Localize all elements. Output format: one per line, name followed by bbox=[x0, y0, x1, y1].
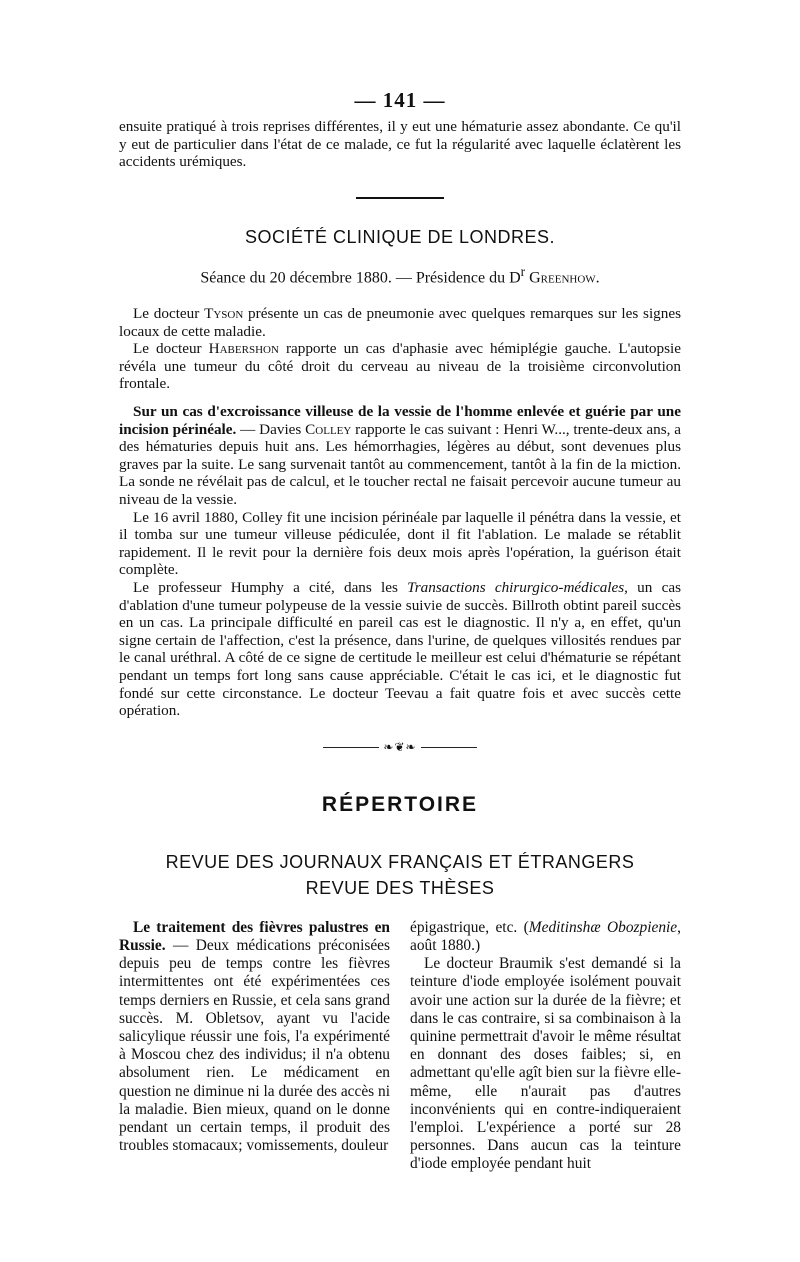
case1-text-a: Le docteur bbox=[133, 305, 205, 323]
article-text-a: — Davies bbox=[236, 420, 306, 438]
left-column bbox=[119, 919, 390, 1174]
seance-name: Greenhow. bbox=[529, 269, 600, 287]
article-title: Sur un cas d'excroissance villeuse de la vessie de l'homme enlevée et guérie par une incision périnéale. bbox=[119, 403, 681, 438]
ornament-divider bbox=[119, 740, 681, 755]
article-text-b: rapporte le cas suivant : Henri W..., trente-deux ans, a des hématuries depuis huit ans. Les hémorrhagies, légères au début, sont devenues plus graves par la suite. Le sang survenait tantôt au commencement, tantôt à la fin de la miction. La sonde ne révélait pas de calcul, et le toucher rectal ne faisait percevoir aucune tumeur au niveau de la vessie. bbox=[119, 420, 681, 509]
article3-journal: Transactions chirurgico-médicales bbox=[407, 579, 625, 597]
repertoire-title: RÉPERTOIRE bbox=[321, 792, 479, 816]
revue-line-1: REVUE DES JOURNAUX FRANÇAIS ET ÉTRANGERS bbox=[165, 851, 635, 872]
article-paragraph-2: Le 16 avril 1880, Colley fit une incision périnéale par laquelle il pénétra dans la vessie, et il tomba sur une tumeur villeuse pédiculée, dont il fit l'ablation. Le malade se rétablit rapidement. Il le revit pour la dernière fois deux mois après l'opération, la guérison était complète. bbox=[119, 508, 681, 579]
right-column-paragraph-2: Le docteur Braumik s'est demandé si la teinture d'iode employée isolément pouvait avoir une action sur la durée de la fièvre; et dans le cas contraire, si sa combinaison à la quinine permettrait d'avoir le même résultat en donnant des doses faibles; si, en admettant qu'elle agît bien sur la fièvre elle-même, elle n'aurait pas d'autres inconvénients qui en contre-indiqueraient l'emploi. L'expérience a porté sur 28 personnes. Dans aucun cas la teinture d'iode employée pendant huit bbox=[410, 955, 681, 1173]
seance-sup: r bbox=[520, 263, 526, 279]
case2-text-b: rapporte un cas d'aphasie avec hémiplégie gauche. L'autopsie révéla une tumeur du côté droit du cerveau au niveau de la troisième circonvolution frontale. bbox=[119, 340, 681, 393]
right-p1-text-b: , août 1880.) bbox=[410, 918, 681, 954]
case2-name: Habershon bbox=[208, 340, 279, 358]
seance-prefix: Séance du 20 décembre 1880. — Présidence du D bbox=[200, 269, 521, 287]
left-column-title: Le traitement des fièvres palustres en Russie. bbox=[119, 918, 390, 954]
right-p1-text-a: épigastrique, etc. ( bbox=[410, 918, 529, 936]
page-number: — 141 — bbox=[354, 88, 446, 112]
case2-text-a: Le docteur bbox=[133, 340, 209, 358]
ornament-center: ❧❦❧ bbox=[383, 739, 417, 754]
article3-text-b: , un cas d'ablation d'une tumeur polypeuse de la vessie suivie de succès. Billroth obtint pareil succès en un cas. La principale difficulté en pareil cas est le diagnostic. Il n'y a, en effet, qu'un signe certain de l'affection, c'est la présence, dans l'urine, de quelques villosités rendues par le canal uréthral. A côté de ce signe de certitude le meilleur est celui d'hématurie se répétant pendant un temps fort long sans cause appréciable. C'était le cas ici, et le diagnostic fut fondé sur cette circonstance. Le docteur Teevau a fait quatre fois et avec succès cette opération. bbox=[119, 579, 681, 720]
society-title: SOCIÉTÉ CLINIQUE DE LONDRES. bbox=[244, 226, 556, 247]
right-column bbox=[410, 919, 681, 1174]
left-column-body: — Deux médications préconisées depuis peu de temps contre les fièvres intermittentes ont été expérimentées ces temps derniers en Russie, et cela sans grand succès. M. Obletsov, ayant vu l'acide salicylique réussir une fois, l'a expérimenté à Moscou chez des individus; il n'a obtenu absolument rien. Le médicament en question ne diminue ni la durée des accès ni la maladie. Bien mieux, quand on le donne pendant un certain temps, il produit des troubles stomacaux; vomissements, douleur bbox=[119, 936, 390, 1155]
two-column-section bbox=[119, 919, 681, 1174]
seance-line bbox=[119, 264, 681, 287]
case-paragraph-2 bbox=[119, 340, 681, 393]
case1-text-b: présente un cas de pneumonie avec quelques remarques sur les signes locaux de cette maladie. bbox=[119, 305, 681, 340]
right-p1-journal: Meditinshæ Obozpienie bbox=[528, 918, 678, 936]
intro-paragraph: ensuite pratiqué à trois reprises différentes, il y eut une hématurie assez abondante. Ce qu'il y eut de particulier dans l'état de ce malade, ce fut la régularité avec laquelle éclatèrent les accidents urémiques. bbox=[119, 118, 681, 171]
ornament-line-left bbox=[323, 747, 379, 748]
article-paragraph-3 bbox=[119, 579, 681, 720]
section-divider bbox=[356, 197, 444, 199]
article-paragraph-1 bbox=[119, 403, 681, 509]
ornament-line-right bbox=[421, 747, 477, 748]
article-name: Colley bbox=[305, 420, 352, 438]
article3-text-a: Le professeur Humphy a cité, dans les bbox=[133, 579, 408, 597]
page bbox=[119, 88, 681, 1174]
case1-name: Tyson bbox=[204, 305, 244, 323]
right-column-paragraph-1 bbox=[410, 919, 681, 955]
revue-line-2: REVUE DES THÈSES bbox=[305, 877, 495, 898]
case-paragraph-1 bbox=[119, 305, 681, 340]
left-column-paragraph bbox=[119, 919, 390, 1156]
